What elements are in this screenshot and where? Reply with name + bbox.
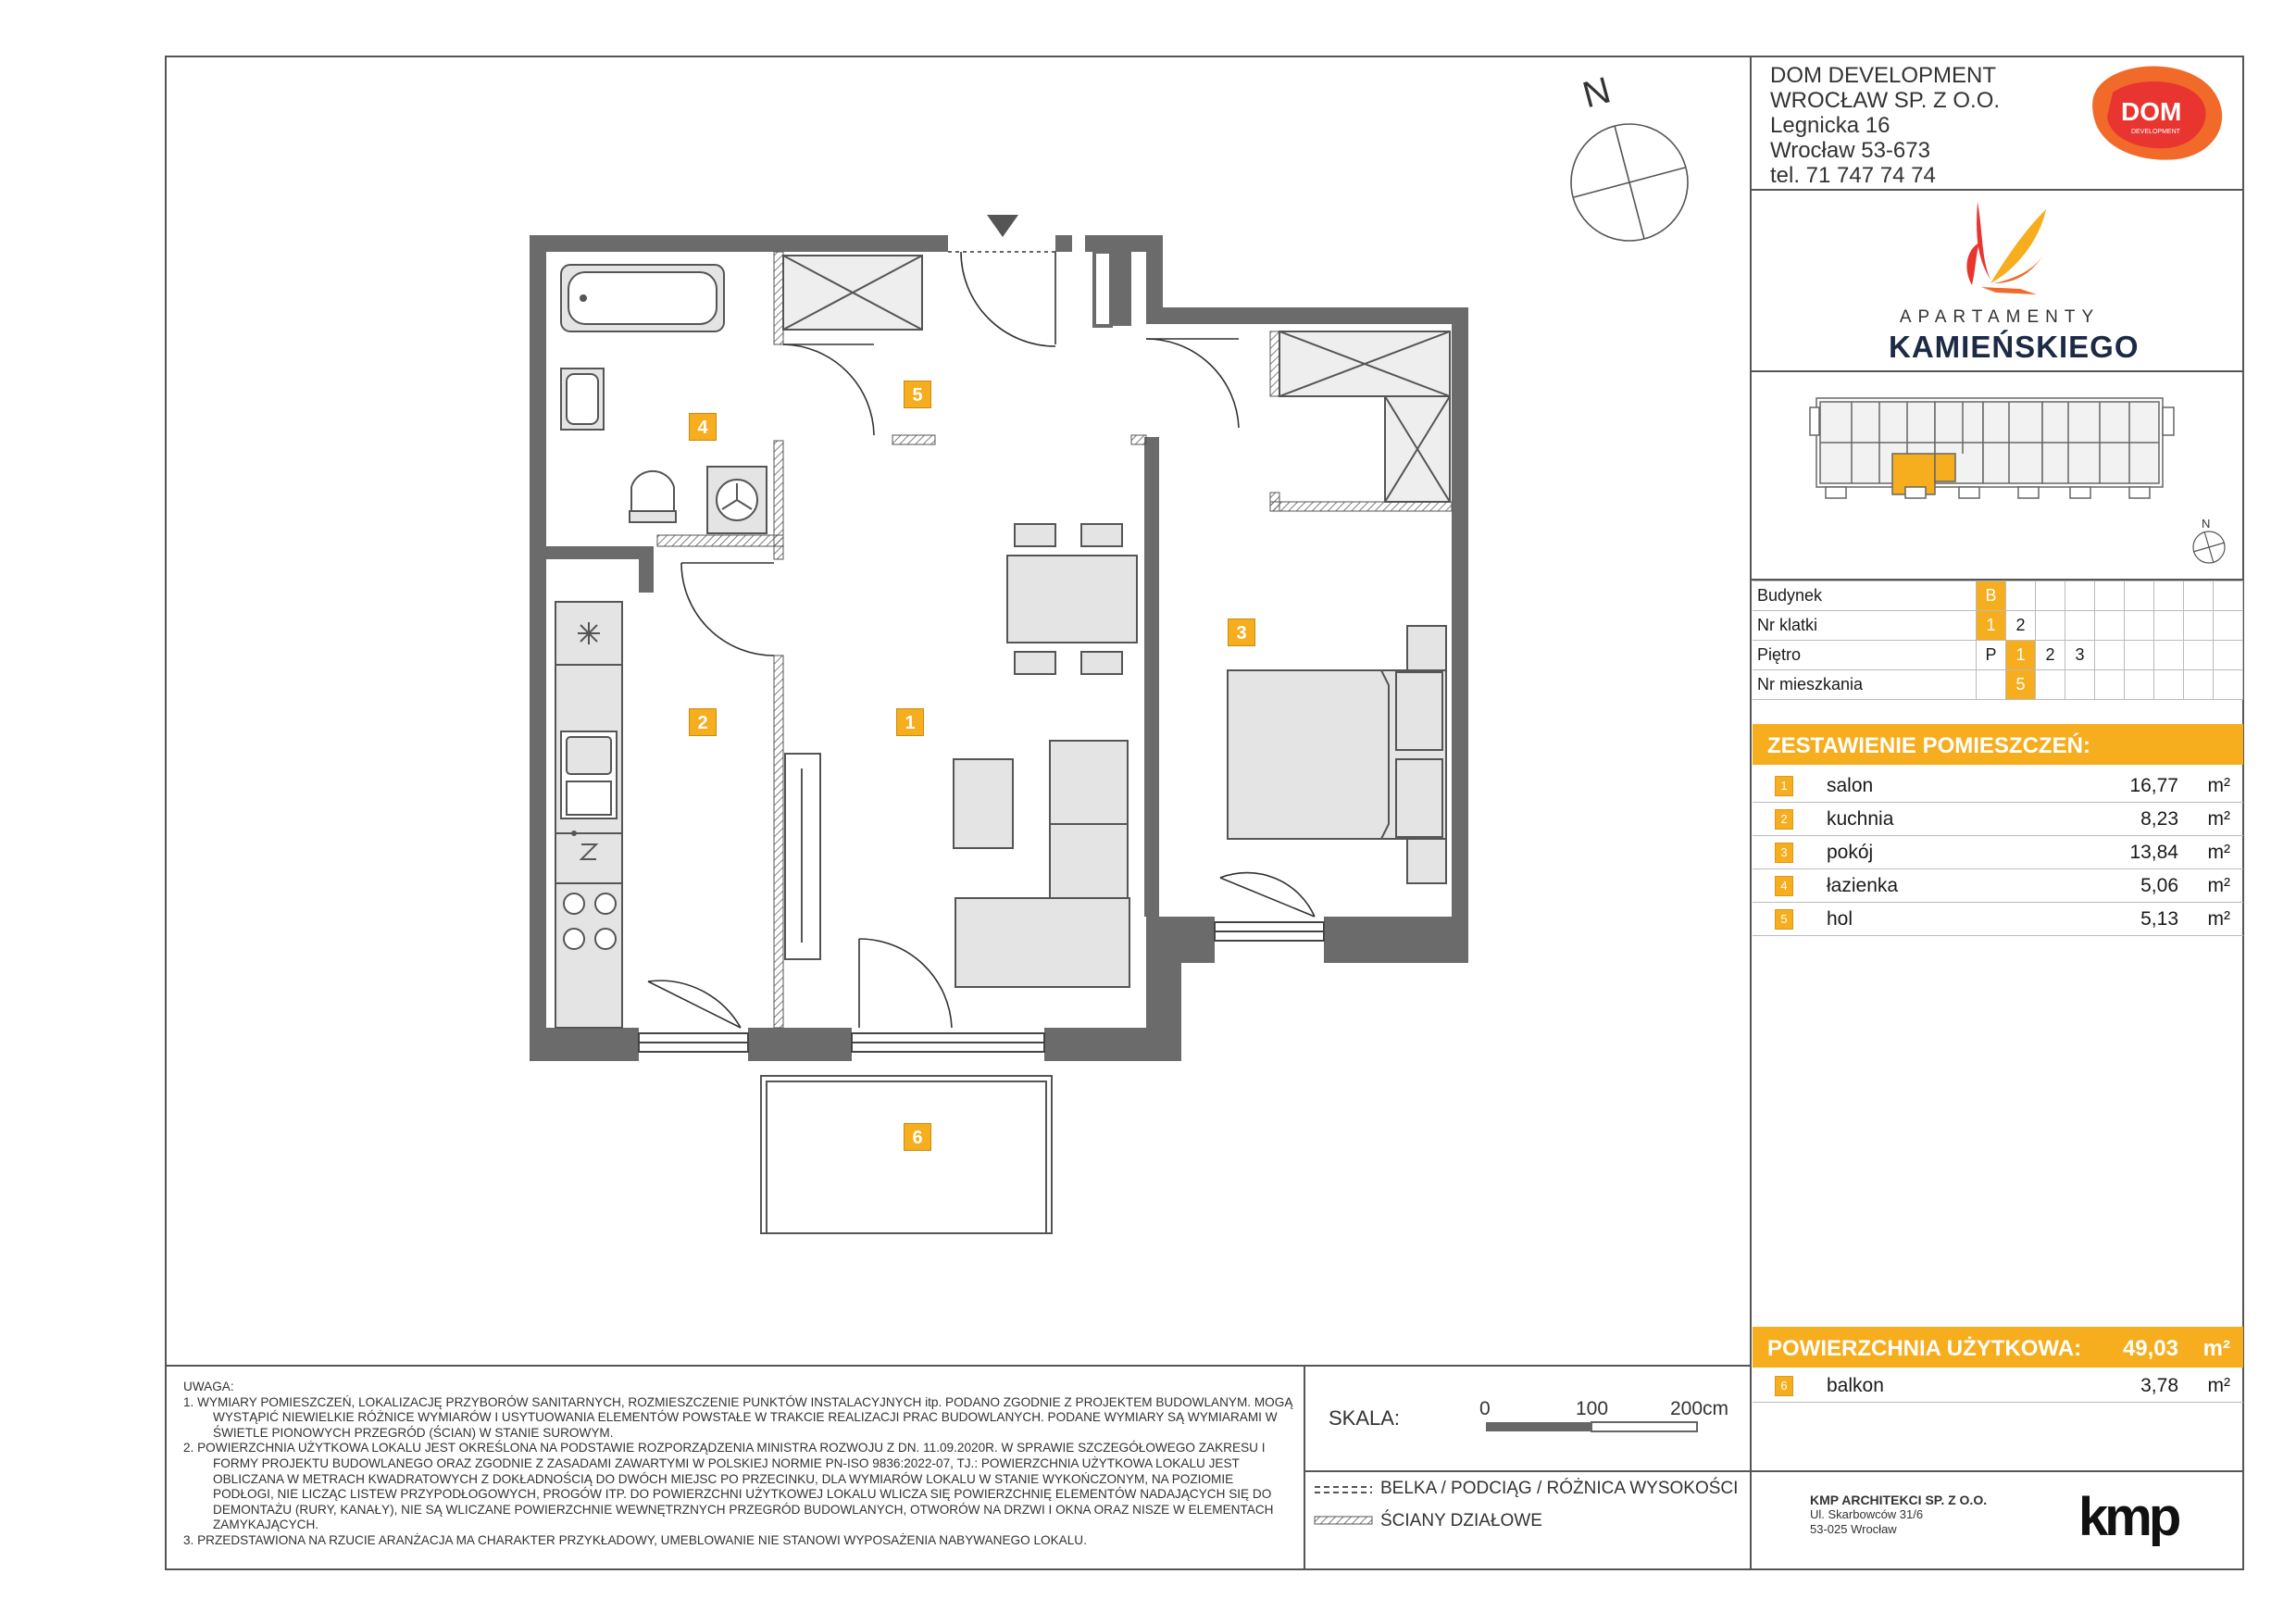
info-row (1753, 611, 2243, 641)
room-number: 2 (1775, 809, 1793, 830)
info-cell (2065, 581, 2095, 611)
info-cell (2036, 611, 2065, 641)
info-cell (2154, 670, 2184, 700)
scale-divider (1304, 1365, 1305, 1570)
company-city: Wrocław 53-673 (1770, 138, 1930, 163)
architect-divider (1750, 1470, 2244, 1472)
info-cell (2095, 641, 2125, 670)
room-row (1753, 868, 2243, 903)
svg-text:DOM: DOM (2121, 97, 2182, 126)
info-cell (2184, 611, 2214, 641)
info-cell (2125, 611, 2154, 641)
scale-tick-0: 0 (1479, 1398, 1491, 1419)
room-row (1753, 802, 2243, 836)
project-brand-line2: KAMIEŃSKIEGO (1889, 330, 2140, 364)
scale-label: SKALA: (1329, 1406, 1401, 1430)
notes-divider (165, 1365, 1752, 1367)
info-cell (2154, 641, 2184, 670)
room-number: 4 (1775, 876, 1793, 896)
plan-tag-lazienka: 4 (689, 413, 717, 441)
notes (183, 1380, 1294, 1549)
info-cell (2036, 670, 2065, 700)
plan-tag-pokoj: 3 (1228, 618, 1255, 646)
plan-tag-balkon: 6 (904, 1123, 931, 1151)
info-cell (2006, 581, 2036, 611)
company-name-2: WROCŁAW SP. Z O.O. (1770, 88, 2001, 113)
svg-text:DEVELOPMENT: DEVELOPMENT (2131, 129, 2180, 135)
room-number: 5 (1775, 909, 1793, 930)
info-cell: B (1977, 581, 2006, 611)
info-cell (2065, 611, 2095, 641)
plan-tag-salon: 1 (896, 708, 924, 736)
info-row (1753, 641, 2243, 670)
company-street: Legnicka 16 (1770, 113, 1890, 138)
balcony-number: 6 (1775, 1376, 1793, 1396)
rooms-header: ZESTAWIENIE POMIESZCZEŃ: (1767, 733, 2090, 758)
room-name: salon (1827, 775, 1874, 796)
scale-tick-200: 200cm (1670, 1398, 1729, 1419)
plan-tag-kuchnia: 2 (689, 708, 717, 736)
info-cell: 3 (2065, 641, 2095, 670)
entrance-marker (987, 215, 1018, 237)
room-row (1753, 835, 2243, 869)
info-cell (2036, 581, 2065, 611)
company-divider (1750, 189, 2244, 191)
plan-tag-hol: 5 (904, 381, 931, 408)
info-cell (2184, 641, 2214, 670)
room-unit: m² (2207, 875, 2230, 896)
brand-divider (1750, 370, 2244, 372)
balcony-name: balkon (1827, 1375, 1884, 1396)
info-cell: 1 (2006, 641, 2036, 670)
note-2: 2. POWIERZCHNIA UŻYTKOWA LOKALU JEST OKREŚLONA NA PODSTAWIE ROZPORZĄDZENIA MINISTRA ROZWOJU Z DN. 11.09.2020R. W SPRAWIE SZCZEGÓŁOWEGO ZAKRESU I FORMY PROJEKTU BUDOWLANEGO ORAZ ZGODNIE Z ZASADAMI ZAWARTYMI W POLSKIEJ NORMIE PN-ISO 9836:2022-07, TJ.: POWIERZCHNIA UŻYTKOWA LOKALU JEST OBLICZANA W METRACH KWADRATOWYCH Z DOKŁADNOŚCIĄ DO DWÓCH MIEJSC PO PRZECINKU, DLA WYMIARÓW LOKALU W STANIE WYKOŃCZONYM, NA POZIOMIE PODŁOGI, NIE LICZĄC LISTEW PRZYPODŁOGOWYCH, PROGÓW ITP. DO POWIERZCHNI UŻYTKOWEJ LOKALU WLICZA SIĘ POWIERZCHNIĘ ELEMENTÓW NADAJĄCYCH SIĘ DO DEMONTAŻU (RURY, KANAŁY), NIE SĄ WLICZANE POWIERZCHNIE WEWNĘTRZNYCH PRZEGRÓD BUDOWLANYCH, OTWORÓW NA DRZWI I OKNA ORAZ NISZE W ELEMENTACH ZAMYKAJĄCYCH. (183, 1441, 1274, 1532)
company-name: DOM DEVELOPMENT (1770, 63, 1997, 88)
architect-street: Ul. Skarbowców 31/6 (1810, 1507, 1924, 1521)
info-cell (2214, 611, 2243, 641)
balcony-unit: m² (2207, 1375, 2230, 1396)
room-area: 5,13 (2140, 908, 2178, 930)
room-number: 3 (1775, 843, 1793, 863)
info-cell: 5 (2006, 670, 2036, 700)
info-cell (2214, 670, 2243, 700)
info-cell (2184, 670, 2214, 700)
info-cell (2154, 611, 2184, 641)
room-name: pokój (1827, 842, 1874, 863)
company-phone: tel. 71 747 74 74 (1770, 163, 1936, 188)
info-cell: 2 (2036, 641, 2065, 670)
room-unit: m² (2207, 808, 2230, 830)
legend-walls: ŚCIANY DZIAŁOWE (1380, 1511, 1542, 1530)
info-cell (2065, 670, 2095, 700)
info-row (1753, 581, 2243, 611)
info-cell (2214, 581, 2243, 611)
info-cell: 1 (1977, 611, 2006, 641)
info-cell: 2 (2006, 611, 2036, 641)
balcony-area: 3,78 (2140, 1375, 2178, 1396)
total-area-value: 49,03 (2122, 1336, 2178, 1361)
info-cell (2125, 670, 2154, 700)
room-name: kuchnia (1827, 808, 1894, 830)
architect-info (1810, 1493, 1987, 1537)
info-cell: P (1977, 641, 2006, 670)
room-row (1753, 768, 2243, 803)
info-row-label: Nr klatki (1753, 611, 1977, 641)
room-area: 16,77 (2129, 775, 2178, 796)
total-area-unit: m² (2202, 1336, 2230, 1361)
total-area-label: POWIERZCHNIA UŻYTKOWA: (1767, 1336, 2082, 1361)
info-cell (1977, 670, 2006, 700)
info-row-label: Budynek (1753, 581, 1977, 611)
architect-city: 53-025 Wrocław (1810, 1522, 1897, 1536)
info-cell (2095, 611, 2125, 641)
info-cell (2125, 581, 2154, 611)
room-unit: m² (2207, 775, 2230, 796)
info-cell (2095, 670, 2125, 700)
architect-name: KMP ARCHITEKCI SP. Z O.O. (1810, 1493, 1988, 1507)
title-block-divider (1750, 56, 1752, 1570)
room-area: 5,06 (2140, 875, 2178, 896)
legend-beam: BELKA / PODCIĄG / RÓŻNICA WYSOKOŚCI (1380, 1479, 1739, 1498)
legend-divider (1304, 1470, 1752, 1472)
scale-bar (1486, 1422, 1697, 1431)
balcony-row (1753, 1368, 2243, 1403)
scale-tick-100: 100 (1576, 1398, 1609, 1419)
room-row (1753, 902, 2243, 936)
note-1: 1. WYMIARY POMIESZCZEŃ, LOKALIZACJĘ PRZYBORÓW SANITARNYCH, ROZMIESZCZENIE PUNKTÓW INSTALACYJNYCH itp. PODANO ZGODNIE Z PROJEKTEM BUDOWLANYM. MOGĄ WYSTĄPIĆ NIEWIELKIE RÓŻNICE WYMIARÓW I USYTUOWANIA ELEMENTÓW POWSTAŁE W TRAKCIE REALIZACJI PRAC BUDOWLANYCH. PODANE WYMIARY SĄ WYMIARAMI W ŚWIETLE PIONOWYCH PRZEGRÓD (ŚCIAN) W STANIE SUROWYM. (183, 1394, 1293, 1440)
room-name: łazienka (1827, 875, 1899, 896)
info-row (1753, 670, 2243, 700)
info-row-label: Nr mieszkania (1753, 670, 1977, 700)
north-label: N (1578, 69, 1616, 117)
key-plan (1810, 398, 2174, 498)
rooms-header-bar (1753, 724, 2243, 765)
notes-title: UWAGA: (183, 1380, 234, 1393)
room-number: 1 (1775, 776, 1793, 796)
apartment-info-table (1753, 581, 2243, 700)
room-unit: m² (2207, 908, 2230, 930)
info-cell (2154, 581, 2184, 611)
info-cell (2184, 581, 2214, 611)
info-cell (2095, 581, 2125, 611)
company-address (1770, 63, 2000, 188)
project-brand-line1: APARTAMENTY (1899, 307, 2101, 327)
info-cell (2125, 641, 2154, 670)
north-arrow-icon (1571, 124, 1688, 241)
kmp-logo: kmp (2078, 1487, 2178, 1547)
room-area: 13,84 (2129, 842, 2178, 863)
room-unit: m² (2207, 842, 2230, 863)
room-area: 8,23 (2140, 808, 2178, 830)
note-3: 3. PRZEDSTAWIONA NA RZUCIE ARANŻACJA MA CHARAKTER PRZYKŁADOWY, UMEBLOWANIE NIE STANOWI WYPOSAŻENIA NABYWANEGO LOKALU. (183, 1532, 1087, 1547)
project-brand (1889, 307, 2140, 365)
key-plan-north-label: N (2202, 517, 2211, 531)
room-name: hol (1827, 908, 1853, 930)
info-cell (2214, 641, 2243, 670)
info-row-label: Piętro (1753, 641, 1977, 670)
total-area-bar (1753, 1327, 2243, 1368)
